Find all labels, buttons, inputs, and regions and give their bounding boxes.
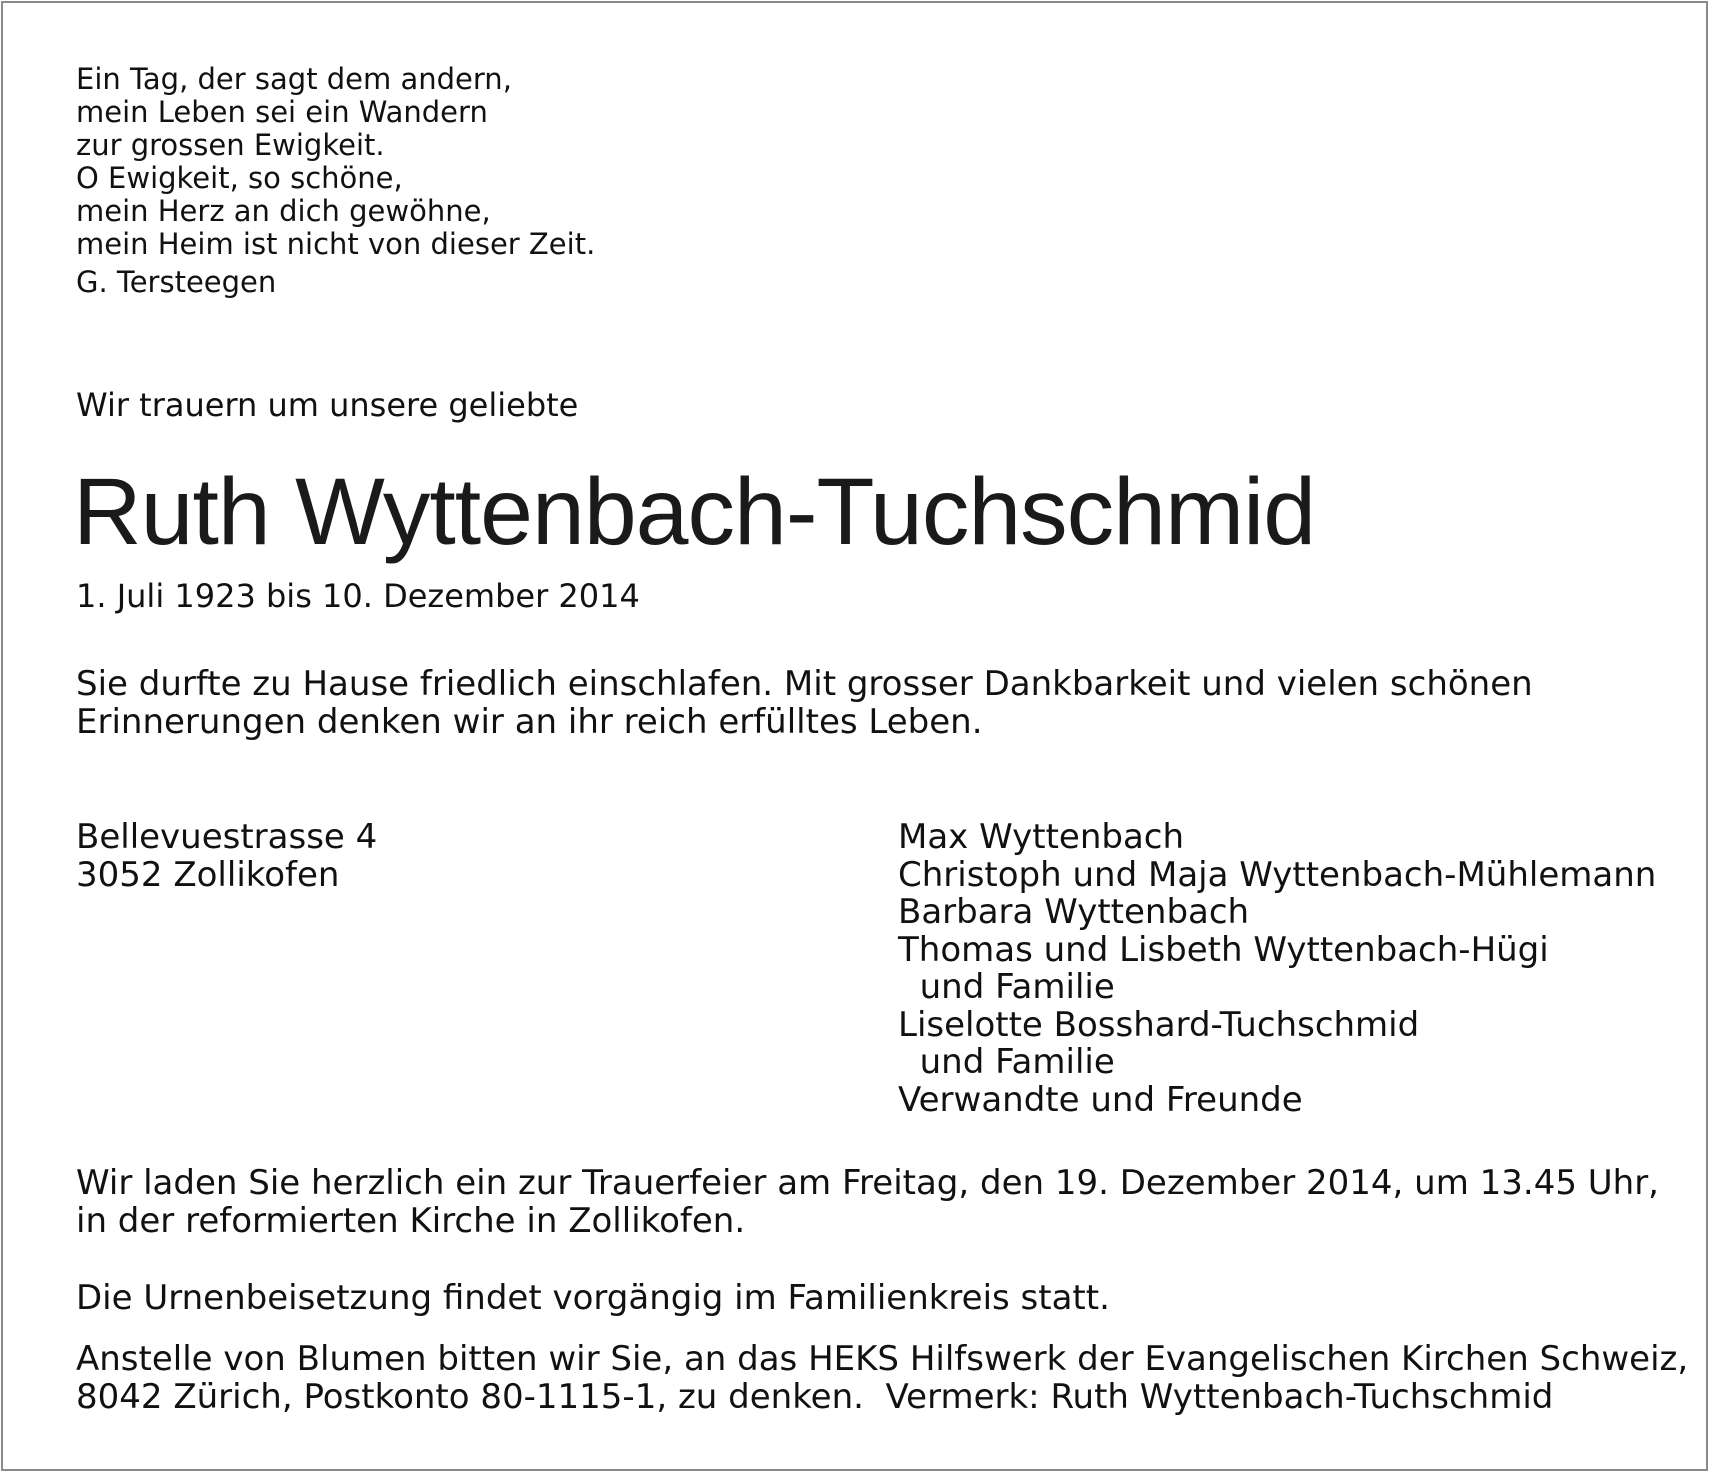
urn-burial-note: Die Urnenbeisetzung findet vorgängig im Familienkreis statt. [76,1278,1110,1318]
donation-line: 8042 Zürich, Postkonto 80-1115-1, zu denken. Vermerk: Ruth Wyttenbach-Tuchschmid [76,1377,1554,1417]
poem-line: mein Heim ist nicht von dieser Zeit. [76,227,596,261]
poem-line: zur grossen Ewigkeit. [76,128,385,162]
invitation-line: in der reformierten Kirche in Zollikofen. [76,1201,746,1241]
family-member: Verwandte und Freunde [898,1079,1303,1120]
poem-line: Ein Tag, der sagt dem andern, [76,62,512,96]
memorial-message [76,665,1533,741]
family-member: Max Wyttenbach [898,817,1185,857]
obituary-frame [1,1,1708,1471]
poem-line: mein Leben sei ein Wandern [76,95,488,129]
address-city: 3052 Zollikofen [76,854,340,895]
intro-text: Wir trauern um unsere geliebte [76,386,579,424]
family-member: und Familie [898,1042,1115,1082]
poem-author: G. Tersteegen [76,265,277,299]
family-member: Liselotte Bosshard-Tuchschmid [898,1004,1420,1045]
family-member: Barbara Wyttenbach [898,892,1250,932]
family-member: Thomas und Lisbeth Wyttenbach-Hügi [898,929,1549,970]
address-street: Bellevuestrasse 4 [76,817,378,857]
poem-line: mein Herz an dich gewöhne, [76,194,491,228]
invitation-line: Wir laden Sie herzlich ein zur Trauerfeier am Freitag, den 19. Dezember 2014, um 13.45 Uhr, [76,1163,1659,1203]
poem [76,63,595,261]
message-line: Erinnerungen denken wir an ihr reich erfülltes Leben. [76,702,983,742]
family-list [898,819,1656,1119]
family-member: Christoph und Maja Wyttenbach-Mühlemann [898,854,1657,895]
poem-line: O Ewigkeit, so schöne, [76,161,403,195]
address-block [76,819,377,894]
life-dates: 1. Juli 1923 bis 10. Dezember 2014 [76,577,640,615]
message-line: Sie durfte zu Hause friedlich einschlafen. Mit grosser Dankbarkeit und vielen schönen [76,664,1533,704]
donation-note [76,1340,1688,1416]
funeral-invitation [76,1164,1659,1240]
family-member: und Familie [898,967,1115,1007]
deceased-name: Ruth Wyttenbach-Tuchschmid [73,459,1316,565]
donation-line: Anstelle von Blumen bitten wir Sie, an das HEKS Hilfswerk der Evangelischen Kirchen Schweiz, [76,1339,1689,1379]
